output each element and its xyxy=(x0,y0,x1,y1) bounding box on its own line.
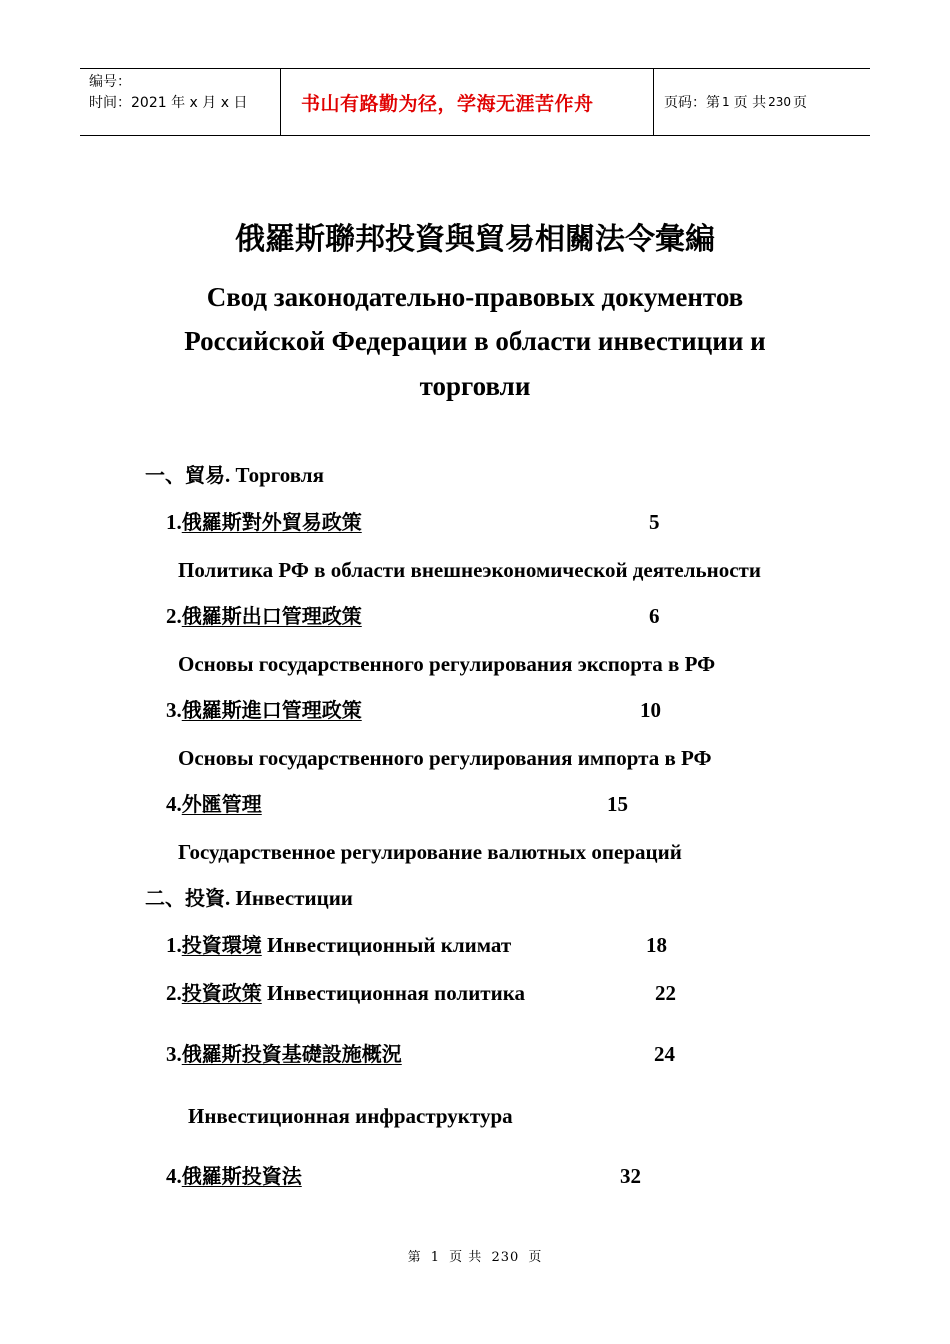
header-page-current: 1 xyxy=(722,95,730,109)
toc-item-description: Инвестиционная политика xyxy=(261,981,525,1005)
toc-item-link[interactable]: 外匯管理 xyxy=(181,792,262,816)
document-title-chinese: 俄羅斯聯邦投資與貿易相關法令彙編 xyxy=(235,222,715,257)
toc-item-link[interactable]: 俄羅斯進口管理政策 xyxy=(181,698,362,722)
toc-page-number: 24 xyxy=(654,1042,675,1066)
page-header xyxy=(80,68,870,136)
toc-section-trade xyxy=(145,460,324,490)
toc-item-link[interactable]: 俄羅斯投資基礎設施概況 xyxy=(181,1042,402,1066)
toc-item-number: 2. xyxy=(166,604,182,628)
toc-page-number: 22 xyxy=(655,981,676,1005)
toc-section-trade-cn: 一、貿易 xyxy=(145,463,225,487)
toc-item-number: 4. xyxy=(166,1164,182,1188)
toc-page-number: 32 xyxy=(620,1164,641,1188)
page-footer xyxy=(0,1246,950,1265)
header-meta xyxy=(80,69,281,135)
toc-item-import-policy[interactable] xyxy=(166,695,362,725)
toc-item-description: Государственное регулирование валютных операций xyxy=(178,840,682,864)
toc-page-number: 10 xyxy=(640,698,661,722)
header-motto: 书山有路勤为径，学海无涯苦作舟 xyxy=(281,69,654,135)
document-title-russian-line3: торговли xyxy=(419,371,531,401)
toc-item-link[interactable]: 俄羅斯對外貿易政策 xyxy=(181,510,362,534)
toc-item-number: 2. xyxy=(166,981,182,1005)
toc-page-number: 15 xyxy=(607,792,628,816)
toc-page-number: 18 xyxy=(646,933,667,957)
toc-item-investment-climate[interactable] xyxy=(166,930,511,960)
toc-item-investment-law[interactable] xyxy=(166,1161,302,1191)
toc-item-trade-policy[interactable] xyxy=(166,507,362,537)
footer-total: 230 xyxy=(491,1250,520,1265)
toc-section-investment xyxy=(145,883,353,913)
header-page-info xyxy=(654,69,870,135)
toc-item-link[interactable]: 俄羅斯投資法 xyxy=(181,1164,302,1188)
header-page-suffix: 页 xyxy=(793,95,807,111)
footer-current: 1 xyxy=(430,1250,441,1265)
toc-item-number: 1. xyxy=(166,933,182,957)
toc-item-link[interactable]: 俄羅斯出口管理政策 xyxy=(181,604,362,628)
toc-section-investment-cn: 二、投資 xyxy=(145,886,225,910)
header-page-mid: 页 共 xyxy=(733,95,767,111)
toc-section-trade-ru: . Торговля xyxy=(225,463,324,487)
toc-item-description: Основы государственного регулирования импорта в РФ xyxy=(178,746,712,770)
header-page-prefix: 页码：第 xyxy=(664,95,720,111)
toc-item-number: 3. xyxy=(166,698,182,722)
footer-prefix: 第 xyxy=(407,1250,422,1265)
toc-item-description: Инвестиционный климат xyxy=(261,933,512,957)
document-title-russian-line1: Свод законодательно-правовых документов xyxy=(206,282,744,312)
footer-suffix: 页 xyxy=(528,1250,543,1265)
header-number-label: 编号： xyxy=(89,74,131,90)
toc-item-description: Инвестиционная инфраструктура xyxy=(188,1104,513,1128)
document-title-russian-line2: Российской Федерации в области инвестиции и xyxy=(184,326,766,356)
header-page-total: 230 xyxy=(768,95,791,109)
toc-item-description: Основы государственного регулирования экспорта в РФ xyxy=(178,652,716,676)
toc-section-investment-ru: . Инвестиции xyxy=(225,886,353,910)
toc-item-foreign-exchange[interactable] xyxy=(166,789,262,819)
toc-item-link[interactable]: 投資環境 xyxy=(181,933,262,957)
toc-page-number: 5 xyxy=(649,510,660,534)
toc-item-number: 3. xyxy=(166,1042,182,1066)
toc-page-number: 6 xyxy=(649,604,660,628)
toc-item-number: 4. xyxy=(166,792,182,816)
toc-item-description: Политика РФ в области внешнеэкономической деятельности xyxy=(178,558,761,582)
header-time-label: 时间：2021 年 x 月 x 日 xyxy=(89,95,248,111)
toc-item-investment-policy[interactable] xyxy=(166,978,525,1008)
toc-item-number: 1. xyxy=(166,510,182,534)
toc-item-investment-infrastructure[interactable] xyxy=(166,1039,402,1069)
toc-item-link[interactable]: 投資政策 xyxy=(181,981,262,1005)
footer-mid: 页 共 xyxy=(449,1250,483,1265)
toc-item-export-policy[interactable] xyxy=(166,601,362,631)
